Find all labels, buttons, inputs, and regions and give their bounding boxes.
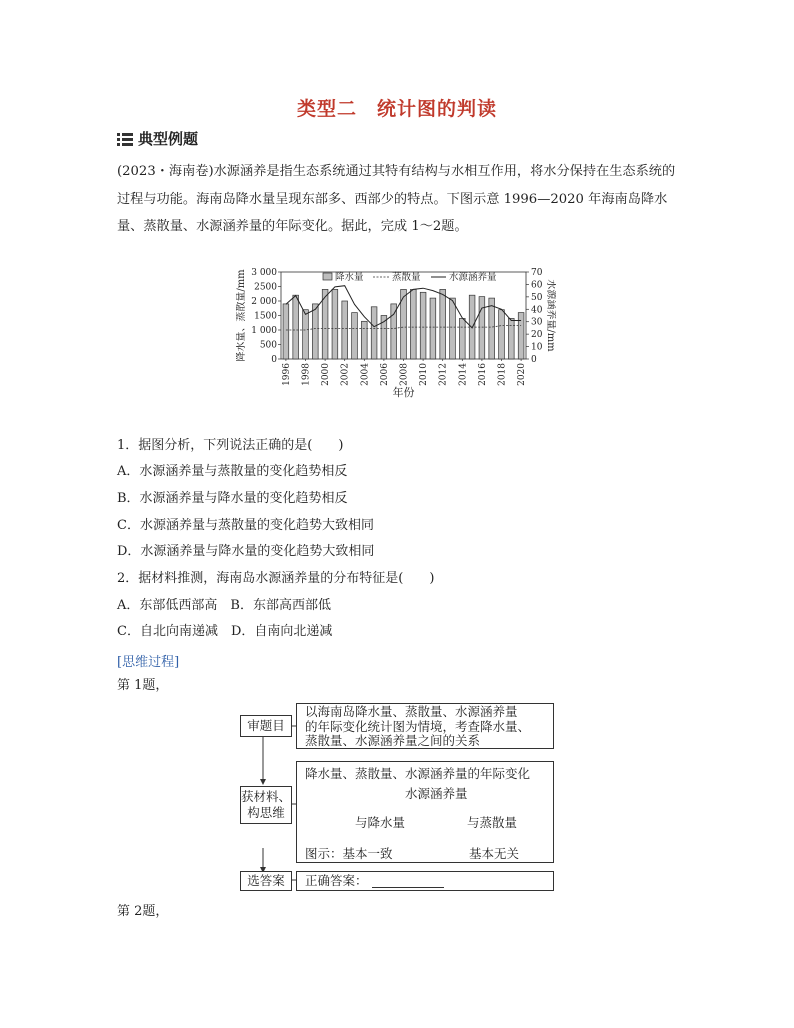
precip-bar (283, 304, 289, 359)
x-tick-label: 2012 (438, 363, 449, 386)
x-tick-label: 2014 (458, 363, 469, 386)
flow-material-right: 与蒸散量 (467, 815, 518, 830)
flow-node-answer (240, 871, 292, 891)
answer-blank[interactable] (372, 875, 444, 888)
section-title: 典型例题 (138, 130, 199, 148)
right-tick-label: 70 (531, 268, 543, 278)
x-tick-label: 2016 (477, 363, 488, 386)
flow-review-line-1: 以海南岛降水量、蒸散量、水源涵养量 (305, 704, 518, 719)
q2-options-cd[interactable]: C．自北向南递减 D．自南向北递减 (117, 624, 333, 639)
q2-options-ab[interactable]: A．东部低西部高 B．东部高西部低 (117, 598, 331, 613)
flow-node-review (240, 715, 292, 737)
flow-answer-label: 正确答案： (305, 873, 368, 888)
q1-option-d[interactable]: D．水源涵养量与降水量的变化趋势大致相同 (117, 544, 375, 559)
left-tick-label: 500 (259, 340, 277, 351)
right-tick-label: 20 (531, 330, 543, 341)
flow-material-left: 与降水量 (355, 815, 406, 830)
precip-bar (459, 318, 465, 359)
flow-answer-content (296, 871, 554, 891)
list-icon (117, 132, 133, 146)
precip-bar (450, 298, 456, 359)
q2-stem: 2．据材料推测，海南岛水源涵养量的分布特征是( ) (117, 571, 435, 586)
precip-bar (391, 304, 397, 359)
q1-stem: 1．据图分析，下列说法正确的是( ) (117, 438, 344, 453)
page-title: 类型二 统计图的判读 (296, 98, 497, 120)
precip-bar (371, 307, 377, 359)
right-tick-label: 0 (531, 355, 537, 365)
flow-node-material-line-2: 构思维 (247, 805, 285, 820)
flow-material-left-result: 图示：基本一致 (305, 846, 393, 861)
precip-bar (430, 298, 436, 359)
flow-review-line-3: 蒸散量、水源涵养量之间的关系 (305, 733, 481, 748)
precip-bar (479, 297, 485, 359)
right-tick-label: 30 (531, 317, 543, 328)
q1-option-a[interactable]: A．水源涵养量与蒸散量的变化趋势相反 (117, 464, 348, 479)
flow-node-answer-label: 选答案 (247, 873, 285, 888)
right-y-axis-label: 水源涵养量/mm (545, 279, 556, 352)
legend-precip-swatch (323, 273, 332, 280)
legend-evap-label: 蒸散量 (392, 272, 421, 283)
x-tick-label: 1998 (301, 363, 312, 386)
x-tick-label: 2000 (321, 363, 332, 386)
left-tick-label: 1500 (254, 311, 277, 322)
left-tick-label: 1 000 (251, 326, 277, 336)
flow-material-right-result: 基本无关 (469, 846, 520, 861)
x-tick-label: 2004 (360, 363, 371, 386)
q1-option-b[interactable]: B．水源涵养量与降水量的变化趋势相反 (117, 491, 348, 506)
precip-bar (410, 289, 416, 359)
right-tick-label: 60 (531, 280, 543, 291)
precip-bar (440, 289, 446, 359)
x-tick-label: 2020 (517, 363, 528, 386)
precip-bar (420, 292, 426, 359)
flow-material-center: 水源涵养量 (405, 786, 468, 801)
thinking-process-label: [思维过程] (117, 655, 180, 670)
right-tick-label: 10 (531, 342, 543, 353)
precip-bar (332, 289, 338, 359)
q1-label: 第 1题， (117, 678, 169, 693)
left-y-axis-label: 降水量、蒸散量/mm (236, 269, 247, 362)
q1-option-c[interactable]: C．水源涵养量与蒸散量的变化趋势大致相同 (117, 518, 374, 533)
flow-material-content (296, 761, 554, 863)
left-tick-label: 0 (271, 355, 277, 365)
precip-bar (499, 310, 505, 359)
intro-paragraph: (2023・海南卷)水源涵养是指生态系统通过其特有结构与水相互作用，将水分保持在生态系统的过程与功能。海南岛降水量呈现东部多、西部少的特点。下图示意 1996—2020 年海南岛降水量、蒸散量、水源涵养量的年际变化。据此，完成 1～2题。 (117, 164, 676, 234)
section-heading (117, 128, 198, 149)
right-tick-label: 50 (531, 292, 543, 303)
flow-node-material-line-1: 获材料、 (241, 789, 292, 804)
precip-bar (361, 321, 367, 359)
legend-precip-label: 降水量 (335, 272, 364, 283)
flow-review-line-2: 的年际变化统计图为情境，考查降水量、 (305, 718, 531, 734)
x-tick-label: 1996 (281, 363, 292, 386)
precip-bar (508, 318, 514, 359)
precip-bar (342, 301, 348, 359)
x-tick-label: 2010 (419, 363, 430, 386)
x-tick-label: 2018 (497, 363, 508, 386)
climate-chart (236, 262, 556, 404)
flow-review-content (296, 703, 554, 749)
right-tick-label: 40 (531, 305, 543, 316)
precip-bar (312, 304, 318, 359)
x-tick-label: 2006 (379, 363, 390, 386)
left-tick-label: 3 000 (251, 268, 277, 278)
x-axis-label: 年份 (392, 386, 415, 399)
flow-node-review-label: 审题目 (247, 718, 285, 733)
left-tick-label: 2 000 (251, 297, 277, 307)
precip-bar (518, 313, 524, 359)
precip-bar (303, 310, 309, 359)
flow-material-heading: 降水量、蒸散量、水源涵养量的年际变化 (305, 766, 531, 781)
left-tick-label: 2500 (254, 282, 277, 293)
legend-water-label: 水源涵养量 (449, 272, 497, 283)
x-tick-label: 2002 (340, 363, 351, 386)
precip-bar (489, 298, 495, 359)
precip-bar (293, 295, 299, 359)
flow-node-material (240, 786, 292, 824)
q2-label: 第 2题， (117, 904, 169, 919)
x-tick-label: 2008 (399, 363, 410, 386)
precip-bar (352, 313, 358, 359)
